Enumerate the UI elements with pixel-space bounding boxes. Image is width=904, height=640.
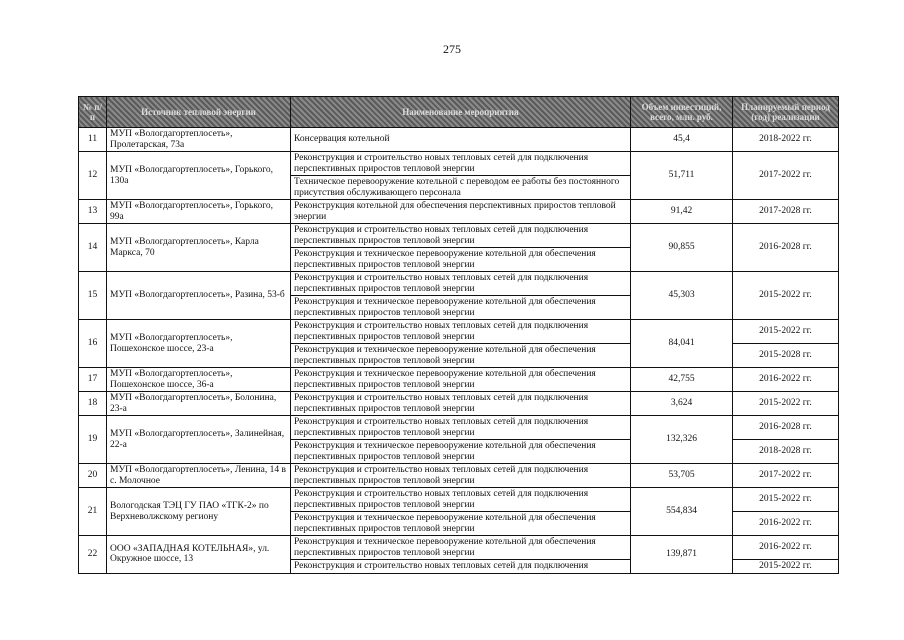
measure: Реконструкция и строительство новых тепловых сетей для подключения перспективных приростов тепловой энергии <box>291 320 631 344</box>
heat-source: МУП «Вологдагортеплосеть», Пролетарская, 73а <box>107 128 291 152</box>
heat-source: МУП «Вологдагортеплосеть», Пошехонское шоссе, 36-а <box>107 368 291 392</box>
table-row <box>79 392 839 416</box>
header-source: Источник тепловой энергии <box>107 97 291 128</box>
table-row <box>79 536 839 560</box>
heat-source: МУП «Вологдагортеплосеть», Пошехонское шоссе, 23-а <box>107 320 291 368</box>
implementation-period: 2015-2022 гг. <box>733 560 839 574</box>
heat-source: МУП «Вологдагортеплосеть», Карла Маркса, 70 <box>107 224 291 272</box>
table-row <box>79 152 839 176</box>
investment-amount: 42,755 <box>631 368 733 392</box>
header-measure: Наименование мероприятия <box>291 97 631 128</box>
table-row <box>79 200 839 224</box>
measure: Консервация котельной <box>291 128 631 152</box>
implementation-period: 2015-2022 гг. <box>733 488 839 512</box>
heat-source: Вологодская ТЭЦ ГУ ПАО «ТГК-2» по Верхневолжскому региону <box>107 488 291 536</box>
row-number: 22 <box>79 536 107 574</box>
row-number: 18 <box>79 392 107 416</box>
measure: Реконструкция и строительство новых тепловых сетей для подключения <box>291 560 631 574</box>
measure: Реконструкция и строительство новых тепловых сетей для подключения перспективных приростов тепловой энергии <box>291 152 631 176</box>
implementation-period: 2015-2022 гг. <box>733 392 839 416</box>
table-row <box>79 224 839 248</box>
implementation-period: 2016-2022 гг. <box>733 536 839 560</box>
implementation-period: 2017-2022 гг. <box>733 464 839 488</box>
heat-source: МУП «Вологдагортеплосеть», Болонина, 23-а <box>107 392 291 416</box>
investment-amount: 132,326 <box>631 416 733 464</box>
table-row <box>79 488 839 512</box>
measure: Реконструкция и строительство новых тепловых сетей для подключения перспективных приростов тепловой энергии <box>291 464 631 488</box>
header-cost: Объем инвестиций, всего, млн. руб. <box>631 97 733 128</box>
investment-amount: 3,624 <box>631 392 733 416</box>
investment-amount: 45,303 <box>631 272 733 320</box>
heat-source: МУП «Вологдагортеплосеть», Залинейная, 22-а <box>107 416 291 464</box>
implementation-period: 2015-2022 гг. <box>733 320 839 344</box>
measure: Реконструкция и строительство новых тепловых сетей для подключения перспективных приростов тепловой энергии <box>291 392 631 416</box>
investment-amount: 139,871 <box>631 536 733 574</box>
implementation-period: 2016-2022 гг. <box>733 512 839 536</box>
implementation-period: 2015-2022 гг. <box>733 272 839 320</box>
table-row <box>79 272 839 296</box>
measure: Реконструкция котельной для обеспечения перспективных приростов тепловой энергии <box>291 200 631 224</box>
table-row <box>79 128 839 152</box>
implementation-period: 2016-2022 гг. <box>733 368 839 392</box>
implementation-period: 2017-2028 гг. <box>733 200 839 224</box>
investment-amount: 84,041 <box>631 320 733 368</box>
row-number: 19 <box>79 416 107 464</box>
heat-source: МУП «Вологдагортеплосеть», Горького, 130а <box>107 152 291 200</box>
page-number: 275 <box>443 42 461 56</box>
row-number: 13 <box>79 200 107 224</box>
investment-amount: 90,855 <box>631 224 733 272</box>
implementation-period: 2017-2022 гг. <box>733 152 839 200</box>
row-number: 21 <box>79 488 107 536</box>
row-number: 14 <box>79 224 107 272</box>
measure: Реконструкция и строительство новых тепловых сетей для подключения перспективных приростов тепловой энергии <box>291 488 631 512</box>
table-header-row <box>79 97 839 128</box>
investment-amount: 51,711 <box>631 152 733 200</box>
implementation-period: 2015-2028 гг. <box>733 344 839 368</box>
measure: Реконструкция и техническое перевооружение котельной для обеспечения перспективных приростов тепловой энергии <box>291 440 631 464</box>
heat-source: МУП «Вологдагортеплосеть», Горького, 99а <box>107 200 291 224</box>
row-number: 11 <box>79 128 107 152</box>
implementation-period: 2016-2028 гг. <box>733 224 839 272</box>
measure: Реконструкция и строительство новых тепловых сетей для подключения перспективных приростов тепловой энергии <box>291 224 631 248</box>
measure: Реконструкция и строительство новых тепловых сетей для подключения перспективных приростов тепловой энергии <box>291 272 631 296</box>
measure: Реконструкция и техническое перевооружение котельной для обеспечения перспективных приростов тепловой энергии <box>291 296 631 320</box>
header-num: № п/п <box>79 97 107 128</box>
measure: Реконструкция и техническое перевооружение котельной для обеспечения перспективных приростов тепловой энергии <box>291 512 631 536</box>
measure: Реконструкция и строительство новых тепловых сетей для подключения перспективных приростов тепловой энергии <box>291 416 631 440</box>
implementation-period: 2016-2028 гг. <box>733 416 839 440</box>
measure: Реконструкция и техническое перевооружение котельной для обеспечения перспективных приростов тепловой энергии <box>291 344 631 368</box>
investment-amount: 554,834 <box>631 488 733 536</box>
table-row <box>79 368 839 392</box>
table-row <box>79 416 839 440</box>
row-number: 12 <box>79 152 107 200</box>
heat-source: МУП «Вологдагортеплосеть», Ленина, 14 в с. Молочное <box>107 464 291 488</box>
measure: Реконструкция и техническое перевооружение котельной для обеспечения перспективных приростов тепловой энергии <box>291 248 631 272</box>
investment-amount: 53,705 <box>631 464 733 488</box>
implementation-period: 2018-2022 гг. <box>733 128 839 152</box>
investment-amount: 91,42 <box>631 200 733 224</box>
measure: Реконструкция и техническое перевооружение котельной для обеспечения перспективных приростов тепловой энергии <box>291 536 631 560</box>
header-period: Планируемый период (год) реализации <box>733 97 839 128</box>
row-number: 16 <box>79 320 107 368</box>
heat-source: МУП «Вологдагортеплосеть», Разина, 53-б <box>107 272 291 320</box>
row-number: 17 <box>79 368 107 392</box>
investment-table <box>78 96 839 574</box>
investment-amount: 45,4 <box>631 128 733 152</box>
measure: Реконструкция и техническое перевооружение котельной для обеспечения перспективных приростов тепловой энергии <box>291 368 631 392</box>
row-number: 20 <box>79 464 107 488</box>
implementation-period: 2018-2028 гг. <box>733 440 839 464</box>
heat-source: ООО «ЗАПАДНАЯ КОТЕЛЬНАЯ», ул. Окружное шоссе, 13 <box>107 536 291 574</box>
row-number: 15 <box>79 272 107 320</box>
measure: Техническое перевооружение котельной с переводом ее работы без постоянного присутствия обслуживающего персонала <box>291 176 631 200</box>
table-row <box>79 320 839 344</box>
table-row <box>79 464 839 488</box>
